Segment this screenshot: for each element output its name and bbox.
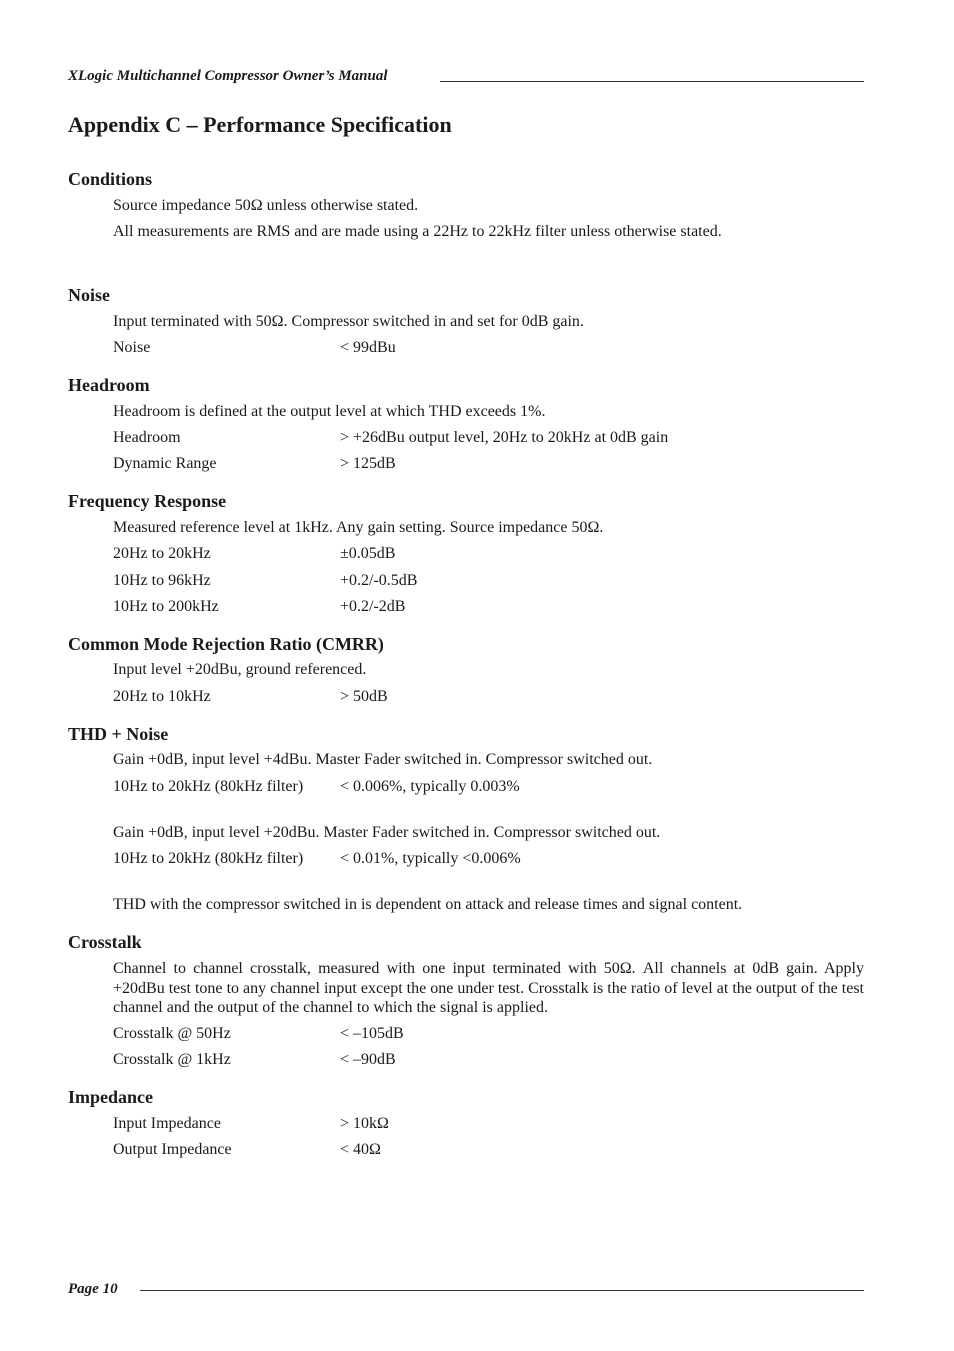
spec-value: ±0.05dB: [340, 545, 396, 562]
conditions-line: All measurements are RMS and are made using a 22Hz to 22kHz filter unless otherwise stated.: [113, 223, 722, 240]
spec-label: 20Hz to 10kHz: [113, 688, 211, 705]
page-number: Page 10: [68, 1281, 118, 1297]
thd-note: THD with the compressor switched in is dependent on attack and release times and signal content.: [113, 896, 743, 913]
footer-rule: [140, 1290, 864, 1291]
spec-label: 10Hz to 20kHz (80kHz filter): [113, 850, 304, 867]
section-heading-crosstalk: Crosstalk: [68, 932, 142, 952]
spec-label: Crosstalk @ 50Hz: [113, 1025, 231, 1042]
frequency-response-intro: Measured reference level at 1kHz. Any gain setting. Source impedance 50Ω.: [113, 519, 604, 536]
section-heading-frequency-response: Frequency Response: [68, 491, 227, 511]
spec-value: < 0.006%, typically 0.003%: [340, 778, 520, 795]
section-heading-cmrr: Common Mode Rejection Ratio (CMRR): [68, 634, 384, 654]
section-heading-noise: Noise: [68, 285, 110, 305]
headroom-intro: Headroom is defined at the output level at which THD exceeds 1%.: [113, 403, 546, 420]
spec-value: > 50dB: [340, 688, 388, 705]
spec-value: +0.2/-2dB: [340, 598, 406, 615]
spec-label: 10Hz to 96kHz: [113, 572, 211, 589]
page-footer: [68, 1281, 864, 1303]
spec-value: > 125dB: [340, 455, 396, 472]
spec-value: +0.2/-0.5dB: [340, 572, 418, 589]
thd-intro: Gain +0dB, input level +20dBu. Master Fader switched in. Compressor switched out.: [113, 824, 661, 841]
cmrr-intro: Input level +20dBu, ground referenced.: [113, 661, 367, 678]
crosstalk-paragraph: Channel to channel crosstalk, measured with one input terminated with 50Ω. All channels at 0dB gain. Apply +20dBu test tone to any channel input except the one under test. Crosstalk is the ratio of level at the output of the test channel and the output of the channel to which the signal is applied.: [113, 960, 864, 1016]
noise-intro: Input terminated with 50Ω. Compressor switched in and set for 0dB gain.: [113, 313, 584, 330]
spec-label: Noise: [113, 339, 151, 356]
spec-label: 20Hz to 20kHz: [113, 545, 211, 562]
running-header: [68, 68, 864, 90]
spec-value: > 10kΩ: [340, 1115, 389, 1132]
section-heading-headroom: Headroom: [68, 375, 150, 395]
manual-title: XLogic Multichannel Compressor Owner’s Manual: [68, 68, 388, 84]
spec-label: Dynamic Range: [113, 455, 217, 472]
spec-label: Input Impedance: [113, 1115, 221, 1132]
spec-label: Output Impedance: [113, 1141, 232, 1158]
conditions-line: Source impedance 50Ω unless otherwise stated.: [113, 197, 419, 214]
spec-value: < 0.01%, typically <0.006%: [340, 850, 521, 867]
section-heading-conditions: Conditions: [68, 169, 153, 189]
spec-value: > +26dBu output level, 20Hz to 20kHz at 0dB gain: [340, 429, 669, 446]
spec-value: < –90dB: [340, 1051, 396, 1068]
spec-label: 10Hz to 200kHz: [113, 598, 219, 615]
spec-label: Headroom: [113, 429, 181, 446]
page-title: Appendix C – Performance Specification: [68, 112, 452, 137]
spec-value: < 99dBu: [340, 339, 396, 356]
section-heading-thd-noise: THD + Noise: [68, 724, 169, 744]
spec-value: < –105dB: [340, 1025, 404, 1042]
section-heading-impedance: Impedance: [68, 1087, 153, 1107]
spec-label: Crosstalk @ 1kHz: [113, 1051, 231, 1068]
header-rule: [440, 81, 864, 82]
spec-value: < 40Ω: [340, 1141, 381, 1158]
thd-intro: Gain +0dB, input level +4dBu. Master Fader switched in. Compressor switched out.: [113, 751, 653, 768]
spec-label: 10Hz to 20kHz (80kHz filter): [113, 778, 304, 795]
